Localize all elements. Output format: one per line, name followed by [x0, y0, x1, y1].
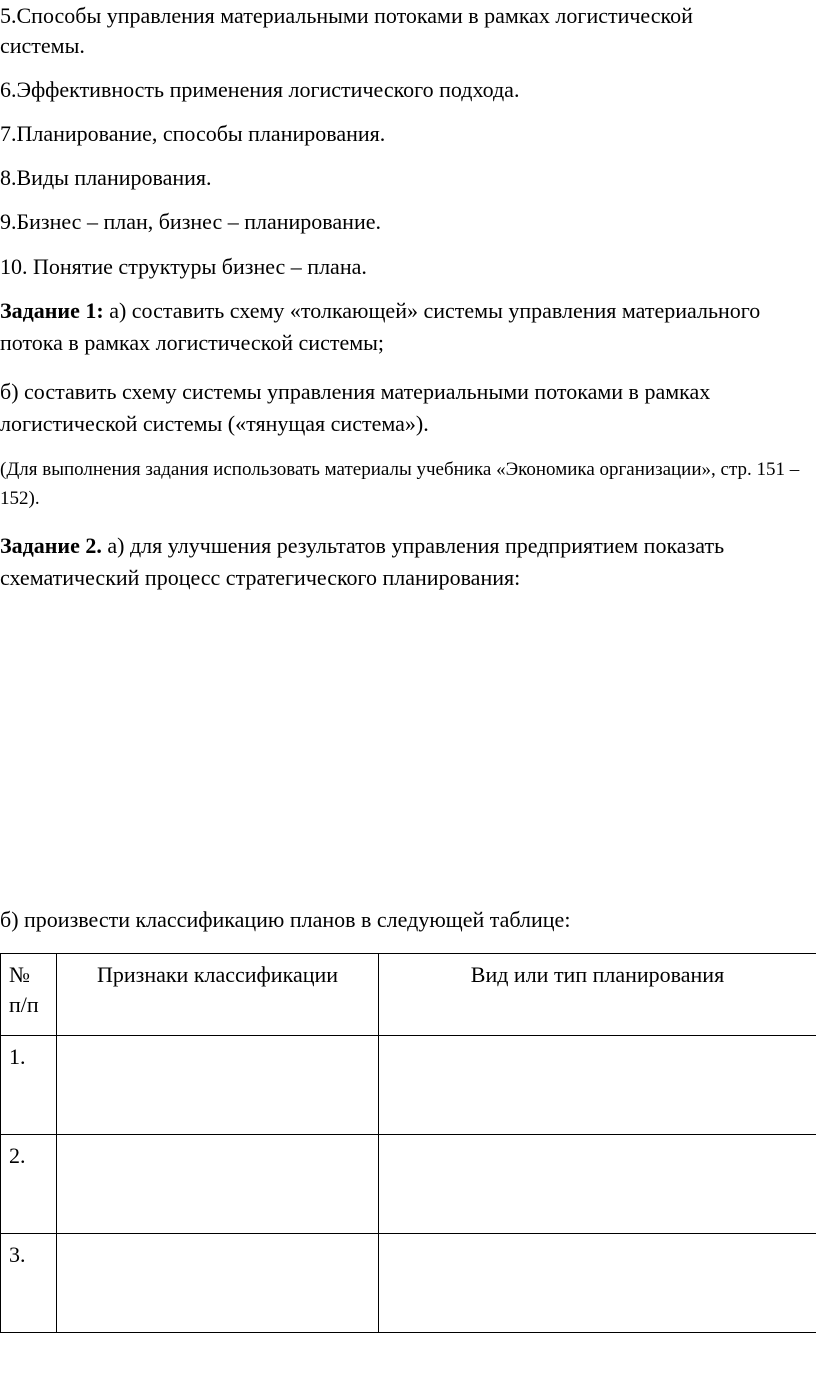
question-5-line-2: системы. [0, 33, 85, 58]
question-9: 9.Бизнес – план, бизнес – планирование. [0, 209, 381, 234]
task-1-label: Задание 1: [0, 298, 104, 323]
task-2-part-b: б) произвести классификацию планов в следующей таблице: [0, 907, 571, 932]
task-1-note: (Для выполнения задания использовать материалы учебника «Экономика организации», стр. 151 – 152). [0, 459, 800, 509]
question-7: 7.Планирование, способы планирования. [0, 121, 386, 146]
table-cell-criteria[interactable] [57, 1135, 379, 1234]
task-1-part-a [0, 295, 812, 359]
question-8: 8.Виды планирования. [0, 165, 212, 190]
table-cell-number: 3. [1, 1234, 57, 1333]
table-cell-type[interactable] [379, 1036, 816, 1135]
diagram-blank-space [0, 600, 816, 890]
classification-table [0, 953, 816, 1333]
task-2-part-a-text: а) для улучшения результатов управления предприятием показать схематический процесс стратегического планирования: [0, 533, 725, 590]
task-1-part-b: б) составить схему системы управления материальными потоками в рамках логистической системы («тянущая система»). [0, 379, 711, 436]
task-1-part-a-text: а) составить схему «толкающей» системы управления материального потока в рамках логистической системы; [0, 298, 761, 355]
table-cell-type[interactable] [379, 1135, 816, 1234]
task-2-part-a [0, 530, 812, 594]
table-cell-criteria[interactable] [57, 1036, 379, 1135]
table-cell-type[interactable] [379, 1234, 816, 1333]
task-2-label: Задание 2. [0, 533, 102, 558]
question-6: 6.Эффективность применения логистического подхода. [0, 77, 520, 102]
table-cell-criteria[interactable] [57, 1234, 379, 1333]
table-header-row [1, 954, 816, 1036]
column-header-number: № п/п [1, 954, 57, 1036]
table-row [1, 1135, 816, 1234]
question-10: 10. Понятие структуры бизнес – плана. [0, 254, 367, 279]
column-header-type: Вид или тип планирования [379, 954, 816, 1036]
table-row [1, 1036, 816, 1135]
table-row [1, 1234, 816, 1333]
question-5-line-1: 5.Способы управления материальными потоками в рамках логистической [0, 3, 693, 28]
table-cell-number: 2. [1, 1135, 57, 1234]
column-header-criteria: Признаки классификации [57, 954, 379, 1036]
table-cell-number: 1. [1, 1036, 57, 1135]
